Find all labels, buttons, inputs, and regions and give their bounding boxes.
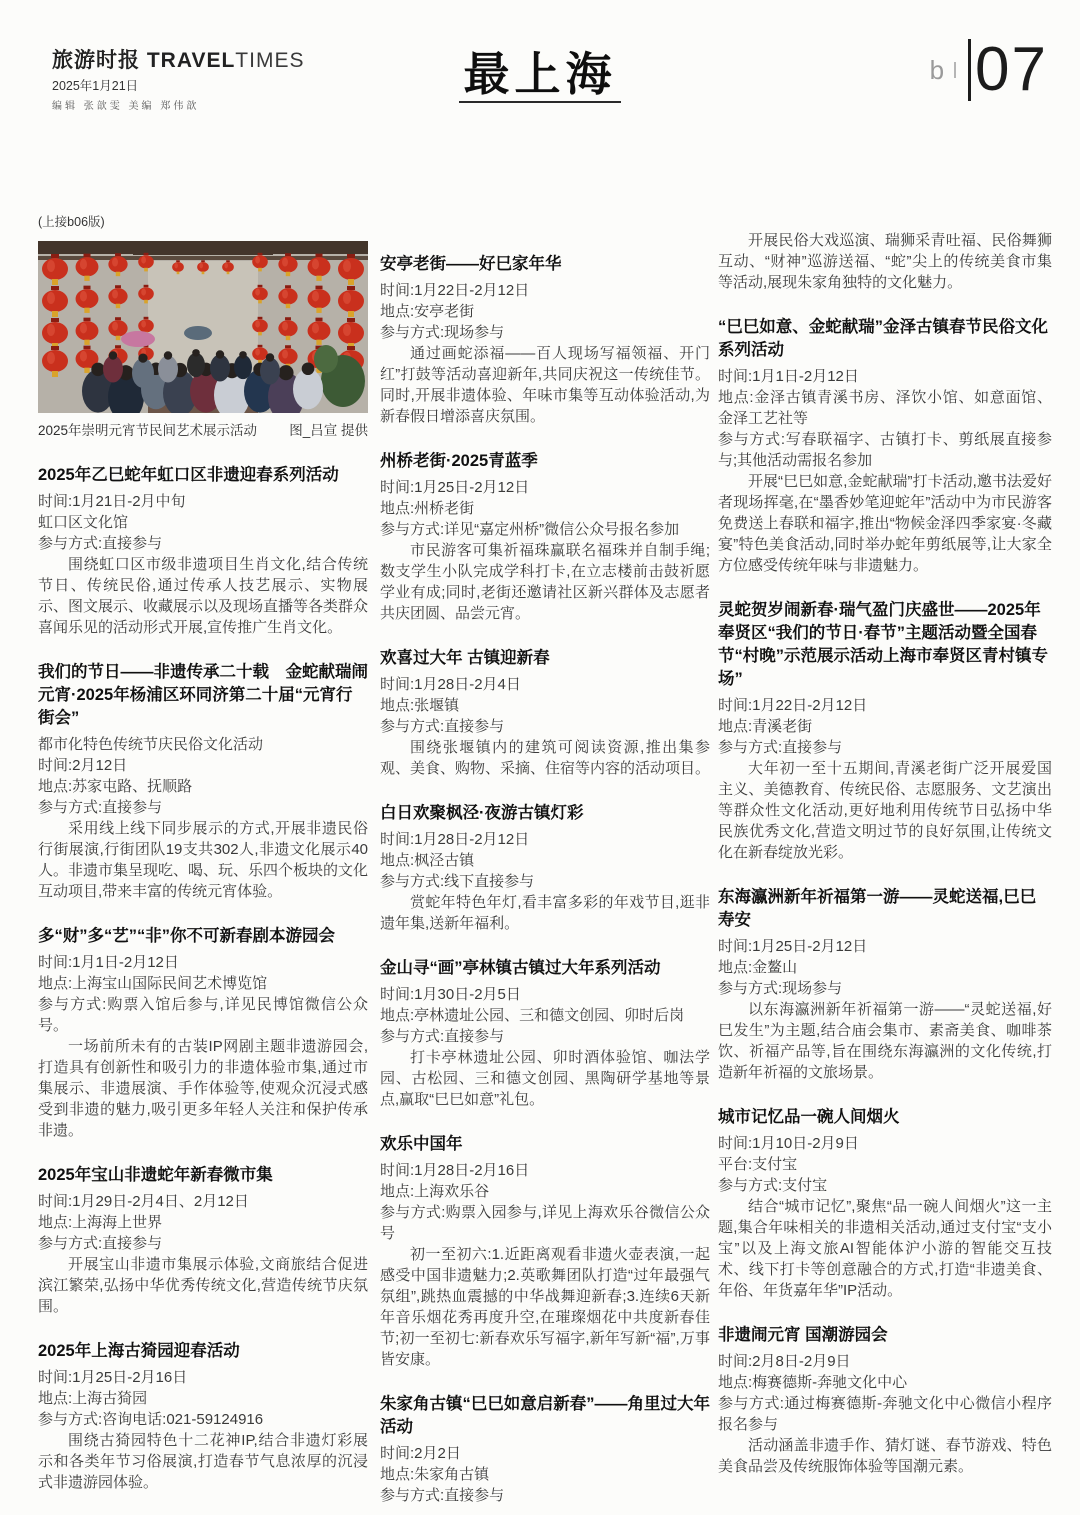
article-title: 城市记忆品一碗人间烟火: [718, 1108, 900, 1126]
continued-from-note: (上接b06版): [38, 215, 105, 229]
article-meta-line: 时间:1月28日-2月16日: [380, 1162, 530, 1179]
article-meta: [380, 477, 710, 540]
article-meta-line: 时间:1月28日-2月12日: [380, 831, 530, 848]
article-meta-line: 时间:1月1日-2月12日: [718, 368, 859, 385]
article-body: [38, 1430, 368, 1493]
article-meta: [718, 936, 1052, 999]
article-meta-line: 时间:1月22日-2月12日: [718, 697, 868, 714]
article-meta-line: 时间:1月25日-2月12日: [718, 938, 868, 955]
article-meta: [380, 280, 710, 343]
article-paragraph: 围绕张堰镇内的建筑可阅读资源,推出集参观、美食、购物、采摘、住宿等内容的活动项目。: [380, 739, 711, 777]
article-body: [380, 1244, 710, 1370]
article-title: 非遗闹元宵 国潮游园会: [718, 1326, 888, 1344]
article-meta-line: 地点:青溪老街: [718, 718, 813, 735]
article-meta-line: 地点:州桥老街: [380, 500, 475, 517]
article-title: 白日欢聚枫泾·夜游古镇灯彩: [380, 804, 584, 822]
article-paragraph: 采用线上线下同步展示的方式,开展非遗民俗行街展演,行街团队19支共302人,非遗文化展示40人。非遗市集呈现吃、喝、玩、乐四个板块的文化互动项目,带来丰富的传统元宵体验。: [38, 820, 369, 900]
article: [380, 957, 710, 1110]
article-meta-line: 参与方式:详见“嘉定州桥”微信公众号报名参加: [380, 521, 680, 538]
editors-line: 编辑 张歆雯 美编 郑伟歆: [52, 101, 200, 112]
article-meta-line: 参与方式:写春联福字、古镇打卡、剪纸展直接参与;其他活动需报名参加: [718, 431, 1052, 469]
article-meta: [38, 755, 368, 818]
article-meta-line: 时间:1月10日-2月9日: [718, 1135, 859, 1152]
article-meta-line: 时间:2月2日: [380, 1445, 461, 1462]
article-paragraph: 初一至初六:1.近距离观看非遗火壶表演,一起感受中国非遗魅力;2.英歌舞团队打造“过年最强气氛组”,跳热血震撼的中华战舞迎新春;3.连续6天新年音乐烟花秀再度升空,在璀璨烟花中共度新春佳节;初一至初七:新春欢乐写福字,新年写新“福”,万事皆安康。: [380, 1246, 710, 1368]
article-body: [380, 737, 710, 779]
article-title: 东海瀛洲新年祈福第一游——灵蛇送福,巳巳寿安: [718, 888, 1037, 929]
article: [718, 316, 1052, 576]
article-meta-line: 地点:金泽古镇青溪书房、泽饮小馆、如意面馆、金泽工艺社等: [718, 389, 1052, 427]
article-title: 灵蛇贺岁闹新春·瑞气盈门庆盛世——2025年奉贤区“我们的节日·春节”主题活动暨全国春节“村晚”示范展示活动上海市奉贤区青村镇专场”: [718, 601, 1048, 688]
article-title: “巳巳如意、金蛇献瑞”金泽古镇春节民俗文化系列活动: [718, 318, 1048, 359]
article-title: 多“财”多“艺”“非”你不可新春剧本游园会: [38, 927, 335, 945]
article-meta-line: 时间:1月29日-2月4日、2月12日: [38, 1193, 249, 1210]
article-meta-line: 地点:亭林遗址公园、三和德文创园、卯时后岗: [380, 1007, 685, 1024]
article-meta-line: 时间:1月28日-2月4日: [380, 676, 521, 693]
article-meta-line: 参与方式:购票入馆后参与,详见民博馆微信公众号。: [38, 996, 368, 1034]
article-paragraph: 开展宝山非遗市集展示体验,文商旅结合促进滨江繁荣,弘扬中华优秀传统文化,营造传统节庆氛围。: [38, 1256, 368, 1315]
article-body: [38, 1036, 368, 1141]
section-title-underline: [459, 101, 621, 103]
article: [38, 1164, 368, 1317]
article-meta-line: 地点:安亭老街: [380, 303, 475, 320]
continuation-paragraph: 开展民俗大戏巡演、瑞狮采青吐福、民俗舞狮互动、“财神”巡游送福、“蛇”尖上的传统美食市集等活动,展现朱家角独特的文化魅力。: [718, 232, 1052, 291]
masthead-en-light: TIMES: [235, 49, 305, 72]
article-meta-line: 参与方式:直接参与: [38, 535, 163, 552]
article-meta-line: 参与方式:购票入园参与,详见上海欢乐谷微信公众号: [380, 1204, 710, 1242]
article-meta: [380, 1443, 710, 1506]
article-meta-line: 地点:上海海上世界: [38, 1214, 163, 1231]
column-1-articles: [38, 464, 368, 1493]
article-body: [380, 1047, 710, 1110]
article-meta-line: 参与方式:直接参与: [38, 1235, 163, 1252]
article-meta-line: 参与方式:现场参与: [718, 980, 843, 997]
article-paragraph: 通过画蛇添福——百人现场写福领福、开门红”打鼓等活动喜迎新年,共同庆祝这一传统佳节。同时,开展非遗体验、年味市集等互动体验活动,为新春假日增添喜庆氛围。: [380, 345, 710, 425]
article-title: 欢喜过大年 古镇迎新春: [380, 649, 550, 667]
article-title: 2025年乙巳蛇年虹口区非遗迎春系列活动: [38, 466, 339, 484]
column-3-articles: [718, 316, 1052, 1477]
edition-tick: [954, 62, 956, 78]
article-meta-line: 地点:金鳌山: [718, 959, 798, 976]
article: [380, 253, 710, 427]
article: [38, 1340, 368, 1493]
article-paragraph: 开展“巳巳如意,金蛇献瑞”打卡活动,邀书法爱好者现场挥毫,在“墨香妙笔迎蛇年”活动中为市民游客免费送上春联和福字,推出“物候金泽四季家宴·冬藏宴”特色美食活动,同时举办蛇年剪纸展等,让大家全方位感受传统年味与非遗魅力。: [718, 473, 1052, 574]
article-paragraph: 以东海瀛洲新年祈福第一游——“灵蛇送福,好巳发生”为主题,结合庙会集市、素斋美食、咖啡茶饮、祈福产品等,旨在围绕东海瀛洲的文化传统,打造新年祈福的文旅场景。: [718, 1001, 1052, 1081]
article-paragraph: 赏蛇年特色年灯,看丰富多彩的年戏节目,逛非遗年集,送新年福利。: [380, 894, 710, 932]
article-title: 欢乐中国年: [380, 1135, 463, 1153]
photo-credit: 图_吕宣 提供: [289, 423, 368, 438]
article-body: [718, 999, 1052, 1083]
article-meta-line: 地点:苏家屯路、抚顺路: [38, 778, 193, 795]
article-meta-line: 参与方式:线下直接参与: [380, 873, 535, 890]
article-paragraph: 大年初一至十五期间,青溪老街广泛开展爱国主义、美德教育、传统民俗、志愿服务、文艺演出等群众性文化活动,更好地利用传统节日弘扬中华民族优秀文化,营造文明过节的良好氛围,让传统文化在新春绽放光彩。: [718, 760, 1052, 861]
festival-photo: [38, 241, 368, 413]
article: [718, 1106, 1052, 1301]
page-number-block: [929, 35, 1048, 104]
article-body: [38, 1254, 368, 1317]
article-title: 州桥老街·2025青蓝季: [380, 452, 538, 470]
article-meta-line: 时间:1月21日-2月中旬: [38, 493, 186, 510]
article: [38, 925, 368, 1141]
article-paragraph: 围绕虹口区市级非遗项目生肖文化,结合传统节日、传统民俗,通过传承人技艺展示、实物展示、图文展示、收藏展示以及现场直播等各类群众喜闻乐见的活动形式开展,宣传推广生肖文化。: [38, 556, 369, 636]
article-paragraph: 活动涵盖非遗手作、猜灯谜、春节游戏、特色美食品尝及传统服饰体验等国潮元素。: [718, 1437, 1052, 1475]
article-meta-line: 地点:朱家角古镇: [380, 1466, 490, 1483]
column-1: [38, 212, 368, 1493]
article: [380, 1393, 710, 1506]
article: [718, 1324, 1052, 1477]
article-meta-line: 地点:张堰镇: [380, 697, 460, 714]
article-meta: [380, 674, 710, 737]
article-meta-line: 平台:支付宝: [718, 1156, 798, 1173]
article-meta-line: 时间:1月22日-2月12日: [380, 282, 530, 299]
article-body: [380, 892, 710, 934]
masthead-cn: 旅游时报: [52, 49, 140, 72]
article: [38, 661, 368, 902]
article-meta: [38, 1367, 368, 1430]
article-meta: [718, 695, 1052, 758]
article-body: [718, 1435, 1052, 1477]
article-meta-line: 时间:1月25日-2月12日: [380, 479, 530, 496]
article-meta-line: 地点:梅赛德斯-奔驰文化中心: [718, 1374, 908, 1391]
article-meta-line: 参与方式:直接参与: [380, 1028, 505, 1045]
photo-block: [38, 241, 368, 441]
article-paragraph: 结合“城市记忆”,聚焦“品一碗人间烟火”这一主题,集合年味相关的非遗相关活动,通过支付宝“支小宝”以及上海文旅AI智能体沪小游的智能交互技术、线下打卡等创意融合的方式,打造“非遗美食、年俗、年货嘉年华”IP活动。: [718, 1198, 1052, 1299]
article-meta: [718, 1351, 1052, 1435]
article-meta: [38, 952, 368, 1036]
column-3: [718, 230, 1052, 1477]
article-meta-line: 地点:上海古猗园: [38, 1390, 148, 1407]
article-meta-line: 虹口区文化馆: [38, 514, 129, 531]
article-meta: [380, 1160, 710, 1244]
article-body: [380, 343, 710, 427]
article-meta: [718, 1133, 1052, 1196]
section-title: 最上海: [463, 48, 617, 100]
article-meta-line: 参与方式:通过梅赛德斯-奔驰文化中心微信小程序报名参与: [718, 1395, 1052, 1433]
article-paragraph: 围绕古猗园特色十二花神IP,结合非遗灯彩展示和各类年节习俗展演,打造春节气息浓厚的沉浸式非遗游园体验。: [38, 1432, 368, 1491]
masthead-en-bold: TRAVEL: [146, 49, 236, 72]
article-body: [718, 758, 1052, 863]
article-title: 2025年宝山非遗蛇年新春微市集: [38, 1166, 273, 1184]
article-body: [38, 818, 368, 902]
article-body: [38, 554, 368, 638]
article-meta-line: 参与方式:现场参与: [380, 324, 505, 341]
article-meta-line: 地点:上海欢乐谷: [380, 1183, 490, 1200]
article: [718, 599, 1052, 863]
article-meta: [718, 366, 1052, 471]
photo-caption: 2025年崇明元宵节民间艺术展示活动: [38, 423, 258, 438]
article-meta-line: 时间:1月30日-2月5日: [380, 986, 521, 1003]
column-2: [380, 230, 710, 1506]
article-meta-line: 时间:2月8日-2月9日: [718, 1353, 851, 1370]
publication-date: 2025年1月21日: [52, 79, 139, 93]
article: [380, 1133, 710, 1370]
article-title: 朱家角古镇“巳巳如意启新春”——角里过大年活动: [380, 1395, 710, 1436]
article-meta-line: 时间:2月12日: [38, 757, 128, 774]
article-paragraph: 打卡亭林遗址公园、卯时酒体验馆、咖法学园、古松园、三和德文创园、黑陶研学基地等景点,赢取“巳巳如意”礼包。: [380, 1049, 710, 1108]
article: [38, 464, 368, 638]
article-body: [718, 1196, 1052, 1301]
article-meta-line: 参与方式:直接参与: [380, 1487, 505, 1504]
article: [380, 450, 710, 624]
article-meta-line: 地点:上海宝山国际民间艺术博览馆: [38, 975, 268, 992]
article-meta: [380, 984, 710, 1047]
article-body: [718, 471, 1052, 576]
article-body: [380, 540, 710, 624]
article-meta-line: 参与方式:直接参与: [718, 739, 843, 756]
article-title: 我们的节日——非遗传承二十载 金蛇献瑞闹元宵·2025年杨浦区环同济第二十届“元宵行街会”: [38, 663, 368, 727]
article-meta-line: 参与方式:咨询电话:021-59124916: [38, 1411, 264, 1428]
article-meta-line: 参与方式:支付宝: [718, 1177, 828, 1194]
article: [380, 802, 710, 934]
article-meta-line: 地点:枫泾古镇: [380, 852, 475, 869]
article-meta-line: 时间:1月25日-2月16日: [38, 1369, 188, 1386]
article-meta-line: 参与方式:直接参与: [38, 799, 163, 816]
page-number-divider: [968, 39, 971, 101]
article-meta: [38, 491, 368, 554]
article-title: 安亭老街——好巳家年华: [380, 255, 562, 273]
edition-letter: b: [929, 54, 945, 85]
column-2-articles: [380, 253, 710, 1506]
article-paragraph: 一场前所未有的古装IP网剧主题非遗游园会,打造具有创新性和吸引力的非遗体验市集,通过市集展示、非遗展演、手作体验等,使观众沉浸式感受到非遗的魅力,吸引更多年轻人关注和保护传承非遗。: [38, 1038, 368, 1139]
article-meta-line: 参与方式:直接参与: [380, 718, 505, 735]
article-title: 2025年上海古猗园迎春活动: [38, 1342, 240, 1360]
photo-caption-row: [38, 420, 368, 441]
article: [380, 647, 710, 779]
article: [718, 886, 1052, 1083]
page-number: 07: [975, 35, 1048, 104]
article-subtitle: 都市化特色传统节庆民俗文化活动: [38, 736, 264, 753]
article-meta: [38, 1191, 368, 1254]
article-paragraph: 市民游客可集祈福珠赢联名福珠并自制手绳;数支学生小队完成学科打卡,在立志楼前击鼓祈愿学业有成;同时,老街还邀请社区新兴群体及志愿者共庆团圆、品尝元宵。: [380, 542, 710, 622]
article-meta-line: 时间:1月1日-2月12日: [38, 954, 179, 971]
article-title: 金山寻“画”亭林镇古镇过大年系列活动: [380, 959, 661, 977]
article-meta: [380, 829, 710, 892]
